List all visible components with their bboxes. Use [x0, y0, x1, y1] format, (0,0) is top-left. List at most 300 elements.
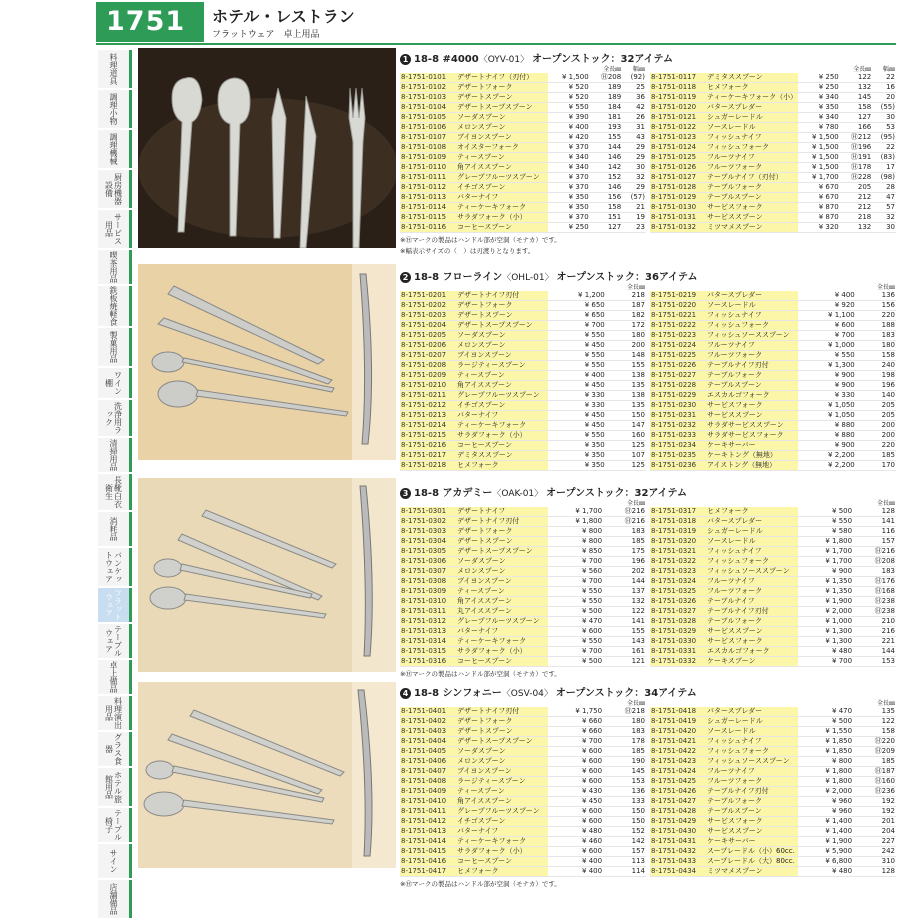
- item-price: ¥ 1,500: [798, 163, 840, 173]
- table-row: [650, 163, 896, 173]
- item-code: 8-1751-0115: [400, 213, 456, 223]
- item-price: ¥ 350: [548, 193, 590, 203]
- item-price: ¥ 870: [798, 213, 840, 223]
- item-length: 227: [853, 837, 896, 847]
- table-row: [650, 421, 896, 431]
- item-name: ティーケーキフォーク: [456, 837, 548, 847]
- item-code: 8-1751-0236: [650, 461, 706, 471]
- table-row: [650, 647, 896, 657]
- product-table-right: [650, 498, 896, 667]
- item-code: 8-1751-0233: [650, 431, 706, 441]
- item-code: 8-1751-0331: [650, 647, 706, 657]
- table-row: [650, 517, 896, 527]
- item-name: スープレードル（大）80cc.: [706, 857, 798, 867]
- side-tab[interactable]: ワイン棚: [98, 368, 132, 398]
- item-length: 201: [853, 817, 896, 827]
- item-code: 8-1751-0132: [650, 223, 706, 233]
- side-tab[interactable]: 洗浄用ラック: [98, 400, 132, 436]
- item-name: メロンスプーン: [456, 341, 548, 351]
- item-price: ¥ 250: [798, 73, 840, 83]
- item-code: 8-1751-0420: [650, 727, 706, 737]
- section-note: ※幅表示サイズの（ ）は刃渡りとなります。: [400, 247, 535, 256]
- item-name: フルーツナイフ: [706, 153, 798, 163]
- item-length: 212: [840, 203, 872, 213]
- item-code: 8-1751-0103: [400, 93, 456, 103]
- table-row: [650, 301, 896, 311]
- item-price: ¥ 480: [798, 647, 853, 657]
- item-code: 8-1751-0324: [650, 577, 706, 587]
- item-length: 183: [603, 527, 646, 537]
- table-row: [650, 391, 896, 401]
- item-length: 216: [853, 627, 896, 637]
- item-price: ¥ 1,200: [548, 291, 606, 301]
- item-length: 158: [853, 727, 896, 737]
- item-code: 8-1751-0410: [400, 797, 456, 807]
- table-row: [400, 617, 646, 627]
- header-blank: [400, 64, 456, 73]
- item-price: ¥ 350: [548, 203, 590, 213]
- item-length: Ⓗ208: [590, 73, 623, 83]
- item-name: メロンスプーン: [456, 757, 548, 767]
- item-code: 8-1751-0214: [400, 421, 456, 431]
- item-price: ¥ 550: [548, 331, 606, 341]
- item-length: 116: [853, 527, 896, 537]
- item-price: ¥ 460: [548, 837, 603, 847]
- table-row: [400, 797, 646, 807]
- item-name: ヒメフォーク: [706, 507, 798, 517]
- product-table-left: [400, 498, 646, 667]
- side-tab[interactable]: 店舗備品: [98, 880, 132, 918]
- table-row: [400, 193, 646, 203]
- item-width: 30: [872, 223, 896, 233]
- section-title: [400, 684, 896, 698]
- section-name: 18-8 シンフォニー: [414, 688, 502, 699]
- item-price: ¥ 2,000: [798, 607, 853, 617]
- item-name: エスカルゴフォーク: [706, 391, 798, 401]
- item-length: 188: [856, 321, 896, 331]
- header-blank: [456, 698, 548, 707]
- item-name: コーヒースプーン: [456, 441, 548, 451]
- page-subtitle: フラットウェア 卓上用品: [212, 30, 320, 40]
- item-price: ¥ 2,200: [798, 461, 856, 471]
- item-width: 36: [622, 93, 646, 103]
- table-row: [400, 837, 646, 847]
- item-code: 8-1751-0419: [650, 717, 706, 727]
- side-tab[interactable]: 厨房機器設備: [98, 170, 132, 208]
- item-price: ¥ 250: [548, 223, 590, 233]
- item-name: テーブルナイフ刃付: [706, 787, 798, 797]
- header-blank: [650, 64, 706, 73]
- item-name: テーブルナイフ（刃付）: [706, 173, 798, 183]
- item-price: ¥ 600: [548, 757, 603, 767]
- item-length: 127: [840, 113, 872, 123]
- item-code: 8-1751-0425: [650, 777, 706, 787]
- item-length: 144: [853, 647, 896, 657]
- side-tab[interactable]: 調理機械: [98, 130, 132, 168]
- item-length: 212: [840, 193, 872, 203]
- item-code: 8-1751-0122: [650, 123, 706, 133]
- item-code: 8-1751-0330: [650, 637, 706, 647]
- item-name: サービススプーン: [706, 827, 798, 837]
- item-name: フィッシュフォーク: [706, 557, 798, 567]
- side-tab[interactable]: サービス用品: [98, 210, 132, 248]
- item-width: 28: [872, 183, 896, 193]
- item-code: 8-1751-0127: [650, 173, 706, 183]
- item-name: ケーキサーバー: [706, 837, 798, 847]
- item-length: 107: [606, 451, 646, 461]
- item-name: フルーツフォーク: [706, 777, 798, 787]
- item-code: 8-1751-0408: [400, 777, 456, 787]
- side-tab[interactable]: グラス食器: [98, 732, 132, 766]
- table-row: [650, 557, 896, 567]
- item-length: 200: [606, 341, 646, 351]
- table-row: [650, 617, 896, 627]
- item-length: 145: [603, 767, 646, 777]
- item-name: フィッシュソーススプーン: [706, 331, 798, 341]
- item-name: グレープフルーツスプーン: [456, 391, 548, 401]
- side-tab[interactable]: ホテル旅館用品: [98, 768, 132, 806]
- item-code: 8-1751-0325: [650, 587, 706, 597]
- item-length: 128: [853, 507, 896, 517]
- item-length: 141: [603, 617, 646, 627]
- side-tab[interactable]: サイン: [98, 844, 132, 878]
- item-code: 8-1751-0211: [400, 391, 456, 401]
- item-length: 183: [856, 331, 896, 341]
- item-name: ソーダスプーン: [456, 331, 548, 341]
- item-width: 30: [622, 163, 646, 173]
- item-price: ¥ 400: [548, 371, 606, 381]
- item-code: 8-1751-0119: [650, 93, 706, 103]
- item-name: ソーダスプーン: [456, 113, 548, 123]
- item-name: サービスフォーク: [706, 817, 798, 827]
- item-price: ¥ 660: [548, 727, 603, 737]
- item-price: ¥ 1,700: [798, 547, 853, 557]
- item-name: グレープフルーツスプーン: [456, 617, 548, 627]
- item-width: 29: [622, 143, 646, 153]
- header-length: 全長㎜: [853, 66, 872, 73]
- item-name: サービススプーン: [706, 411, 798, 421]
- side-tab[interactable]: 鉄板焼軽食: [98, 286, 132, 326]
- item-code: 8-1751-0228: [650, 381, 706, 391]
- side-tab[interactable]: 調理小物: [98, 90, 132, 128]
- item-price: ¥ 500: [548, 657, 603, 667]
- item-width: 23: [622, 223, 646, 233]
- table-row: [400, 421, 646, 431]
- item-name: デザートスープスプーン: [456, 321, 548, 331]
- item-length: 121: [603, 657, 646, 667]
- item-code: 8-1751-0404: [400, 737, 456, 747]
- table-row: [650, 143, 896, 153]
- item-code: 8-1751-0202: [400, 301, 456, 311]
- table-row: [400, 707, 646, 717]
- item-width: 25: [622, 83, 646, 93]
- item-name: フルーツフォーク: [706, 351, 798, 361]
- side-tab[interactable]: 長靴白衣衛生: [98, 474, 132, 510]
- item-name: ティーケーキフォーク: [456, 203, 548, 213]
- item-price: ¥ 450: [548, 381, 606, 391]
- table-row: [650, 83, 896, 93]
- header-blank: [456, 64, 548, 73]
- item-price: ¥ 800: [798, 757, 853, 767]
- item-length: 127: [590, 223, 623, 233]
- section-series-code: 〈OYV-01〉: [478, 55, 532, 65]
- item-length: 122: [853, 717, 896, 727]
- item-price: ¥ 480: [548, 827, 603, 837]
- item-name: ティースプーン: [456, 587, 548, 597]
- item-price: ¥ 600: [548, 747, 603, 757]
- item-name: コーヒースプーン: [456, 657, 548, 667]
- item-code: 8-1751-0120: [650, 103, 706, 113]
- item-width: 43: [622, 133, 646, 143]
- item-code: 8-1751-0412: [400, 817, 456, 827]
- item-length: 161: [603, 647, 646, 657]
- table-row: [400, 411, 646, 421]
- item-price: ¥ 400: [798, 291, 856, 301]
- item-code: 8-1751-0433: [650, 857, 706, 867]
- table-row: [650, 857, 896, 867]
- item-length: 221: [853, 637, 896, 647]
- item-price: ¥ 450: [548, 421, 606, 431]
- item-name: ソースレードル: [706, 727, 798, 737]
- page-title: ホテル・レストラン: [212, 7, 355, 26]
- item-code: 8-1751-0205: [400, 331, 456, 341]
- side-tab[interactable]: 料理演出用品: [98, 696, 132, 730]
- product-photo-ohl01: [138, 264, 396, 460]
- item-length: 132: [603, 597, 646, 607]
- item-price: ¥ 340: [548, 163, 590, 173]
- item-length: 185: [603, 537, 646, 547]
- side-tab[interactable]: テーブル椅子: [98, 808, 132, 842]
- item-code: 8-1751-0225: [650, 351, 706, 361]
- header-blank: [706, 498, 798, 507]
- item-code: 8-1751-0227: [650, 371, 706, 381]
- item-code: 8-1751-0230: [650, 401, 706, 411]
- item-width: (95): [872, 133, 896, 143]
- item-code: 8-1751-0322: [650, 557, 706, 567]
- item-code: 8-1751-0401: [400, 707, 456, 717]
- item-code: 8-1751-0216: [400, 441, 456, 451]
- item-length: 136: [856, 291, 896, 301]
- item-length: 136: [603, 787, 646, 797]
- item-name: テーブルスプーン: [706, 381, 798, 391]
- item-length: 144: [603, 577, 646, 587]
- page-number: 1751: [96, 2, 204, 42]
- table-row: [400, 627, 646, 637]
- table-row: [650, 507, 896, 517]
- section-title: [400, 50, 896, 64]
- cutlery-photo-4-illustration: [138, 682, 396, 868]
- item-length: 180: [856, 341, 896, 351]
- table-row: [650, 547, 896, 557]
- item-length: Ⓗ176: [853, 577, 896, 587]
- item-price: ¥ 400: [548, 123, 590, 133]
- side-tab[interactable]: 消耗品: [98, 512, 132, 546]
- side-tab[interactable]: 喫茶用品: [98, 250, 132, 284]
- header-blank: [798, 698, 853, 707]
- item-price: ¥ 330: [798, 391, 856, 401]
- item-name: デミタススプーン: [706, 73, 798, 83]
- header-blank: [706, 64, 798, 73]
- header-blank: [548, 698, 603, 707]
- table-row: [650, 341, 896, 351]
- side-tab[interactable]: 製菓用品: [98, 328, 132, 366]
- category-index-tabs: [98, 50, 132, 920]
- table-row: [650, 657, 896, 667]
- item-price: ¥ 800: [548, 527, 603, 537]
- section-note: ※Ⓗマークの製品はハンドル部が空洞（モナカ）です。: [400, 670, 561, 679]
- table-row: [650, 113, 896, 123]
- section-series-code: 〈OAK-01〉: [492, 489, 547, 499]
- table-row: [400, 577, 646, 587]
- item-code: 8-1751-0429: [650, 817, 706, 827]
- table-row: [400, 123, 646, 133]
- item-code: 8-1751-0320: [650, 537, 706, 547]
- item-price: ¥ 550: [548, 597, 603, 607]
- item-price: ¥ 370: [548, 143, 590, 153]
- item-name: デザートスプーン: [456, 727, 548, 737]
- table-row: [650, 73, 896, 83]
- item-length: 183: [853, 567, 896, 577]
- item-name: デザートスプーン: [456, 93, 548, 103]
- item-code: 8-1751-0414: [400, 837, 456, 847]
- header-blank: [706, 698, 798, 707]
- item-price: ¥ 550: [548, 103, 590, 113]
- header-blank: [650, 282, 706, 291]
- table-row: [650, 351, 896, 361]
- table-row: [400, 351, 646, 361]
- side-tab[interactable]: 清掃用品: [98, 438, 132, 472]
- section-stock: オープンストック：32アイテム: [546, 488, 688, 499]
- item-length: 155: [590, 133, 623, 143]
- item-width: 21: [622, 203, 646, 213]
- table-row: [400, 537, 646, 547]
- item-length: 198: [856, 371, 896, 381]
- item-name: フィッシュナイフ: [706, 133, 798, 143]
- item-code: 8-1751-0326: [650, 597, 706, 607]
- item-length: 150: [603, 817, 646, 827]
- item-code: 8-1751-0434: [650, 867, 706, 877]
- item-length: 218: [840, 213, 872, 223]
- section-stock: オープンストック：34アイテム: [555, 688, 697, 699]
- header-blank: [650, 698, 706, 707]
- item-name: デザートスープスプーン: [456, 737, 548, 747]
- item-width: 17: [872, 163, 896, 173]
- header-width: 幅㎜: [882, 66, 895, 73]
- item-name: フィッシュフォーク: [706, 747, 798, 757]
- item-length: Ⓗ187: [853, 767, 896, 777]
- item-code: 8-1751-0219: [650, 291, 706, 301]
- side-tab[interactable]: 料理道具: [98, 50, 132, 88]
- table-row: [650, 817, 896, 827]
- table-row: [400, 567, 646, 577]
- item-length: 150: [606, 411, 646, 421]
- header-blank: [548, 64, 590, 73]
- item-code: 8-1751-0108: [400, 143, 456, 153]
- item-name: デザートフォーク: [456, 717, 548, 727]
- item-length: 151: [590, 213, 623, 223]
- item-length: 153: [853, 657, 896, 667]
- item-length: Ⓗ216: [603, 507, 646, 517]
- item-code: 8-1751-0113: [400, 193, 456, 203]
- item-width: (57): [622, 193, 646, 203]
- side-tab[interactable]: フラットウェア: [98, 588, 132, 622]
- table-row: [650, 361, 896, 371]
- item-name: サラダフォーク（小）: [456, 431, 548, 441]
- item-length: 185: [853, 757, 896, 767]
- item-name: デザートフォーク: [456, 301, 548, 311]
- item-name: テーブルスプーン: [706, 807, 798, 817]
- item-length: 148: [606, 351, 646, 361]
- item-name: シュガーレードル: [706, 527, 798, 537]
- item-price: ¥ 700: [548, 737, 603, 747]
- item-name: デザートナイフ: [456, 507, 548, 517]
- product-section-ohl01: [400, 268, 896, 471]
- item-price: ¥ 900: [798, 567, 853, 577]
- item-length: 218: [606, 291, 646, 301]
- item-code: 8-1751-0106: [400, 123, 456, 133]
- item-code: 8-1751-0203: [400, 311, 456, 321]
- item-length: 135: [853, 707, 896, 717]
- item-code: 8-1751-0316: [400, 657, 456, 667]
- side-tab[interactable]: バンケットウェア: [98, 548, 132, 586]
- item-code: 8-1751-0123: [650, 133, 706, 143]
- item-length: Ⓗ178: [840, 163, 872, 173]
- item-name: デザートナイフ（刃付）: [456, 73, 548, 83]
- item-name: テーブルフォーク: [706, 183, 798, 193]
- side-tab[interactable]: テーブルウェア: [98, 624, 132, 658]
- item-price: ¥ 700: [798, 657, 853, 667]
- item-name: フルーツナイフ: [706, 341, 798, 351]
- table-row: [650, 291, 896, 301]
- item-code: 8-1751-0406: [400, 757, 456, 767]
- item-price: ¥ 600: [798, 321, 856, 331]
- item-price: ¥ 450: [548, 341, 606, 351]
- side-tab[interactable]: 卓上備品: [98, 660, 132, 694]
- item-price: ¥ 1,900: [798, 837, 853, 847]
- item-code: 8-1751-0117: [650, 73, 706, 83]
- item-price: ¥ 700: [548, 577, 603, 587]
- item-length: 220: [856, 311, 896, 321]
- header-length: 全長㎜: [626, 700, 645, 707]
- table-row: [650, 203, 896, 213]
- table-row: [400, 331, 646, 341]
- item-length: Ⓗ228: [840, 173, 872, 183]
- table-row: [650, 777, 896, 787]
- item-code: 8-1751-0226: [650, 361, 706, 371]
- item-width: 57: [872, 203, 896, 213]
- item-name: フィッシュソーススプーン: [706, 567, 798, 577]
- item-length: 152: [603, 827, 646, 837]
- item-length: Ⓗ212: [840, 133, 872, 143]
- item-code: 8-1751-0111: [400, 173, 456, 183]
- item-name: ブイヨンスプーン: [456, 577, 548, 587]
- item-length: 135: [606, 401, 646, 411]
- item-price: ¥ 650: [548, 311, 606, 321]
- table-row: [650, 311, 896, 321]
- item-name: ソーダスプーン: [456, 747, 548, 757]
- item-code: 8-1751-0327: [650, 607, 706, 617]
- item-price: ¥ 1,000: [798, 341, 856, 351]
- item-length: 242: [853, 847, 896, 857]
- item-code: 8-1751-0428: [650, 807, 706, 817]
- item-price: ¥ 1,700: [798, 173, 840, 183]
- item-length: 158: [840, 103, 872, 113]
- item-length: 204: [853, 827, 896, 837]
- table-row: [650, 787, 896, 797]
- item-code: 8-1751-0302: [400, 517, 456, 527]
- item-name: ティースプーン: [456, 153, 548, 163]
- cutlery-photo-1-illustration: [138, 48, 396, 248]
